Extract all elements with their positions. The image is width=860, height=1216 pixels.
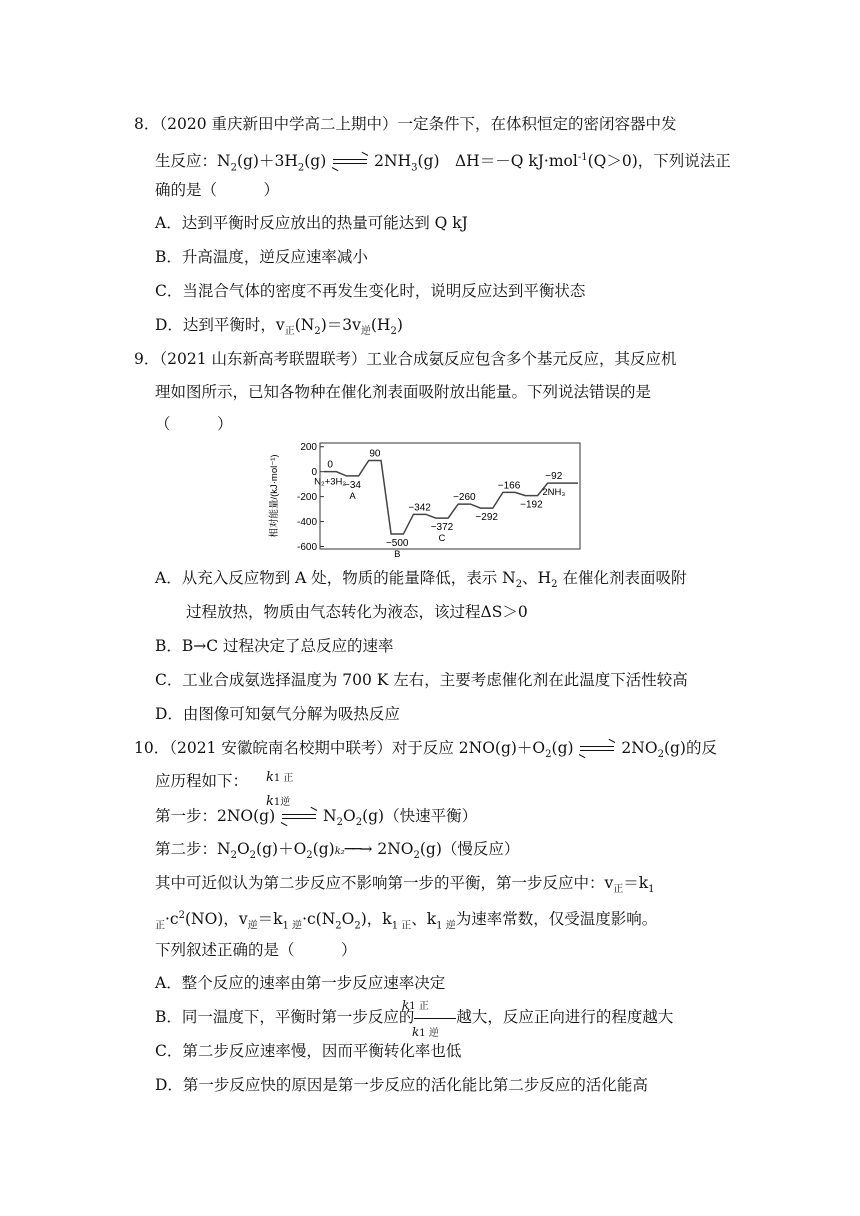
chart-frame bbox=[320, 443, 580, 549]
q10-option-a: A．整个反应的速率由第一步反应速率决定 bbox=[155, 974, 446, 992]
y-tick-label: -200 bbox=[296, 492, 317, 504]
k1-reverse-label: k1逆 bbox=[266, 794, 291, 809]
energy-value-label: 0 bbox=[327, 459, 333, 471]
energy-value-label: −500 bbox=[385, 538, 409, 550]
equilibrium-arrow-icon bbox=[331, 156, 369, 168]
energy-profile-chart bbox=[268, 437, 584, 557]
q9-line2: 理如图所示，已知各物种在催化剂表面吸附放出能量。下列说法错误的是 bbox=[155, 383, 652, 401]
y-axis-label: 相对能量/(kJ·mol⁻¹) bbox=[269, 454, 280, 538]
q10-para-line1: 其中可近似认为第二步反应不影响第一步的平衡，第一步反应中：$v_正=k_1$ bbox=[155, 874, 655, 896]
q10-line1: 10．（2021 安徽皖南名校期中联考）对于反应 $2NO(g)+O_2(g)$ $2NO_2(g)$的反 bbox=[134, 739, 717, 761]
species-label: A bbox=[349, 490, 356, 502]
q9-option-d: D．由图像可知氨气分解为吸热反应 bbox=[155, 705, 400, 723]
q8-option-a: A．达到平衡时反应放出的热量可能达到 Q kJ bbox=[155, 214, 468, 232]
q9-option-a: A．从充入反应物到 A 处，物质的能量降低，表示 $N_2$、$H_2$ 在催化剂表面吸附 bbox=[155, 569, 687, 591]
q9-line3: （ ） bbox=[155, 415, 233, 433]
energy-value-label: −260 bbox=[453, 492, 476, 504]
species-label: B bbox=[394, 549, 401, 557]
q10-step1: 第一步：2NO(g) $N_2O_2(g)$（快速平衡） bbox=[155, 807, 478, 829]
q10-line2: 应历程如下： bbox=[155, 772, 249, 790]
q8-line3: 确的是（ ） bbox=[155, 181, 280, 199]
energy-value-label: −92 bbox=[545, 471, 563, 483]
q10-option-c: C．第二步反应速率慢，因而平衡转化率也低 bbox=[155, 1042, 462, 1060]
energy-value-label: −342 bbox=[408, 502, 431, 514]
k-ratio-numerator: k1 正 bbox=[402, 998, 429, 1012]
energy-value-label: −192 bbox=[520, 499, 543, 511]
q9-option-b: B．B→C 过程决定了总反应的速率 bbox=[155, 637, 394, 655]
energy-value-label: 90 bbox=[369, 448, 381, 460]
q8-option-c: C．当混合气体的密度不再发生变化时，说明反应达到平衡状态 bbox=[155, 282, 586, 300]
q10-step2: 第二步：$N_2O_2(g)+O_2(g)k_2──\to 2NO_2(g)$（慢反应） bbox=[155, 840, 520, 862]
q8-option-d: D．达到平衡时，$v_正(N_2)=3v_逆(H_2)$ bbox=[155, 316, 403, 338]
energy-chart-svg bbox=[268, 437, 584, 557]
k-ratio-denominator: k1 逆 bbox=[412, 1025, 439, 1039]
q9-option-c: C．工业合成氨选择温度为 700 K 左右，主要考虑催化剂在此温度下活性较高 bbox=[155, 671, 688, 689]
energy-value-label: −34 bbox=[344, 479, 361, 491]
species-label: C bbox=[438, 533, 446, 545]
q8-option-b: B．升高温度，逆反应速率减小 bbox=[155, 248, 368, 266]
q10-option-d: D．第一步反应快的原因是第一步反应的活化能比第二步反应的活化能高 bbox=[155, 1076, 648, 1094]
y-tick-label: 200 bbox=[300, 442, 317, 454]
energy-value-label: −166 bbox=[497, 480, 521, 492]
y-tick-label: -400 bbox=[296, 517, 317, 529]
q8-line2: 生反应：$N_2(g)+3H_2(g)$ $2NH_3(g)$ ΔH＝－Q kJ·mol$^{-1}$(Q＞0)，下列说法正 bbox=[155, 152, 731, 174]
energy-value-label: −372 bbox=[430, 522, 454, 534]
k1-forward-label: k1 正 bbox=[266, 770, 294, 785]
y-tick-label: -600 bbox=[296, 542, 317, 554]
q9-line1: 9．（2021 山东新高考联盟联考）工业合成氨反应包含多个基元反应，其反应机 bbox=[134, 350, 677, 368]
y-tick-label: 0 bbox=[311, 467, 317, 479]
species-label: N₂+3H₂ bbox=[314, 476, 347, 488]
equilibrium-arrow-icon bbox=[578, 743, 616, 755]
q10-line5: 下列叙述正确的是（ ） bbox=[155, 941, 357, 959]
q9-option-a-cont: 过程放热，物质由气态转化为液态，该过程ΔS＞0 bbox=[186, 603, 528, 621]
q10-option-b: B．同一温度下，平衡时第一步反应的 越大，反应正向进行的程度越大 bbox=[155, 1008, 674, 1026]
q10-para-line2: $_正\cdot c^2(NO)$，$v_逆=k_{1 逆}\cdot c(N_2O_2)$，$k_{1 正}$、$k_{1 逆}$为速率常数，仅受温度影响。 bbox=[155, 910, 658, 932]
q8-line1: 8．（2020 重庆新田中学高二上期中）一定条件下，在体积恒定的密闭容器中发 bbox=[134, 115, 677, 133]
species-label: 2NH₃ bbox=[542, 487, 566, 499]
equilibrium-arrow-icon bbox=[280, 811, 318, 823]
energy-value-label: −292 bbox=[475, 512, 498, 524]
